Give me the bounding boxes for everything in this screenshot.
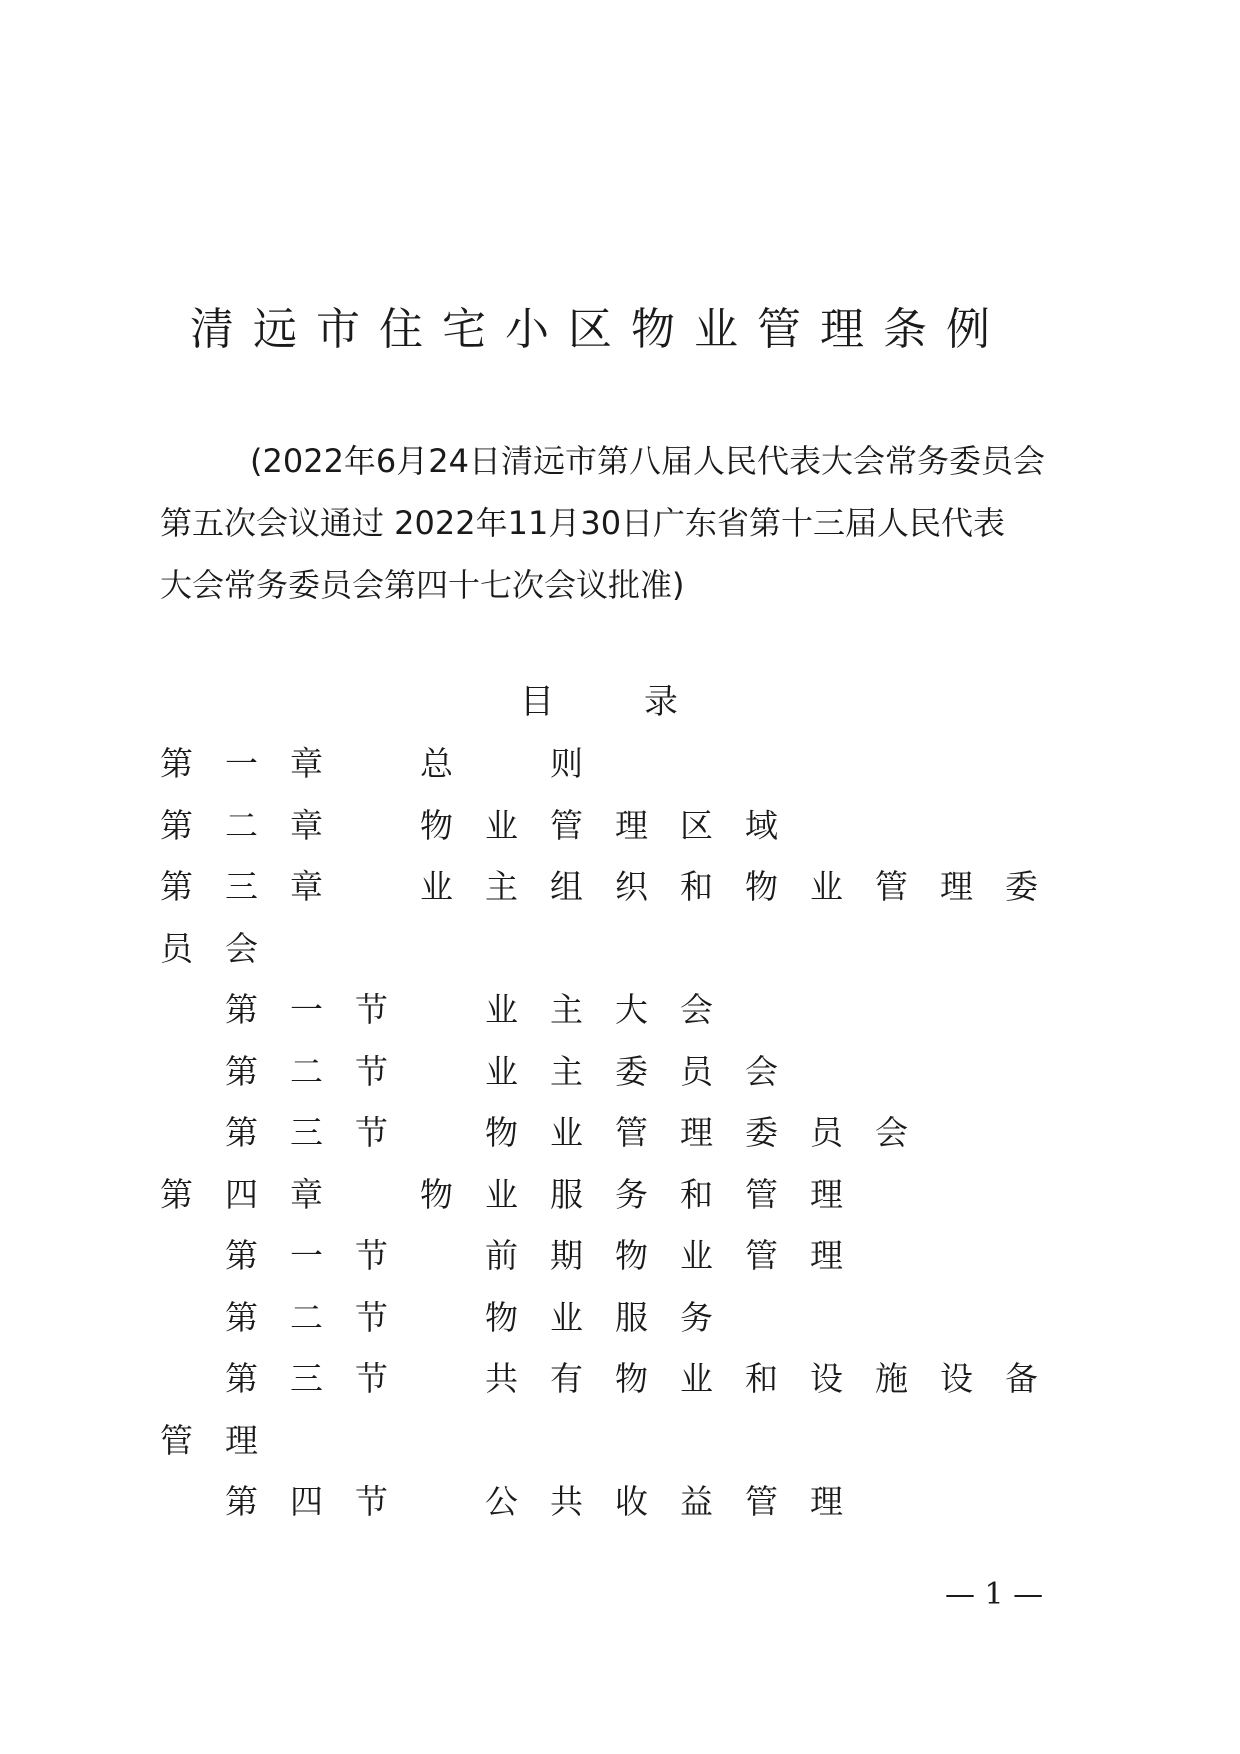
adoption-line: (2022年6月24日清远市第八届人民代表大会常务委员会 (250, 442, 1046, 480)
table-of-contents (160, 733, 1100, 1533)
toc-entry-number: 第二章 (160, 805, 355, 845)
toc-entry-chapter (160, 733, 1100, 795)
toc-entry-name: 业主委员会 (485, 1051, 810, 1091)
toc-entry-number: 第三节 (225, 1113, 420, 1152)
toc-entry-number: 第一节 (225, 1236, 420, 1275)
toc-entry-section (160, 1348, 1100, 1410)
toc-entry-section (160, 1287, 1100, 1349)
toc-entry-name: 公共收益管理 (485, 1482, 875, 1521)
toc-entry-name: 物业服务和管理 (420, 1174, 875, 1214)
toc-entry-chapter (160, 856, 1100, 918)
adoption-note (160, 430, 1100, 616)
toc-entry-name: 物业管理区域 (420, 805, 810, 845)
toc-entry-name: 共有物业和设施设备 (485, 1359, 1070, 1398)
toc-entry-name: 前期物业管理 (485, 1236, 875, 1275)
toc-entry-chapter (160, 1164, 1100, 1226)
toc-entry-section (160, 1041, 1100, 1103)
toc-entry-number: 第二节 (225, 1051, 420, 1091)
page-number: — 1 — (945, 1577, 1044, 1612)
toc-entry-name: 业主组织和物业管理委 (420, 867, 1070, 906)
toc-entry-number: 第二节 (225, 1297, 420, 1337)
toc-entry-section (160, 1471, 1100, 1533)
toc-entry-wrap (160, 918, 1100, 980)
toc-heading: 目录 (520, 682, 768, 722)
toc-entry-wrap (160, 1410, 1100, 1472)
document-title: 清远市住宅小区物业管理条例 (190, 304, 1009, 355)
toc-entry-number: 第三章 (160, 867, 355, 906)
toc-entry-name: 物业管理委员会 (485, 1113, 940, 1152)
toc-entry-name: 物业服务 (485, 1297, 745, 1337)
toc-entry-chapter (160, 795, 1100, 857)
toc-entry-section (160, 979, 1100, 1041)
toc-entry-name: 业主大会 (485, 990, 745, 1029)
toc-entry-number: 第一章 (160, 744, 355, 783)
adoption-line: 大会常务委员会第四十七次会议批准) (160, 566, 685, 604)
toc-entry-number: 第三节 (225, 1359, 420, 1398)
toc-entry-name: 员会 (160, 928, 290, 968)
toc-entry-number: 第四章 (160, 1174, 355, 1214)
toc-entry-number: 第一节 (225, 990, 420, 1029)
toc-entry-section (160, 1225, 1100, 1287)
toc-entry-number: 第四节 (225, 1482, 420, 1521)
toc-entry-name: 总 则 (420, 744, 615, 783)
adoption-line: 第五次会议通过 2022年11月30日广东省第十三届人民代表 (160, 504, 1006, 542)
toc-entry-section (160, 1102, 1100, 1164)
toc-entry-name: 管理 (160, 1420, 290, 1460)
